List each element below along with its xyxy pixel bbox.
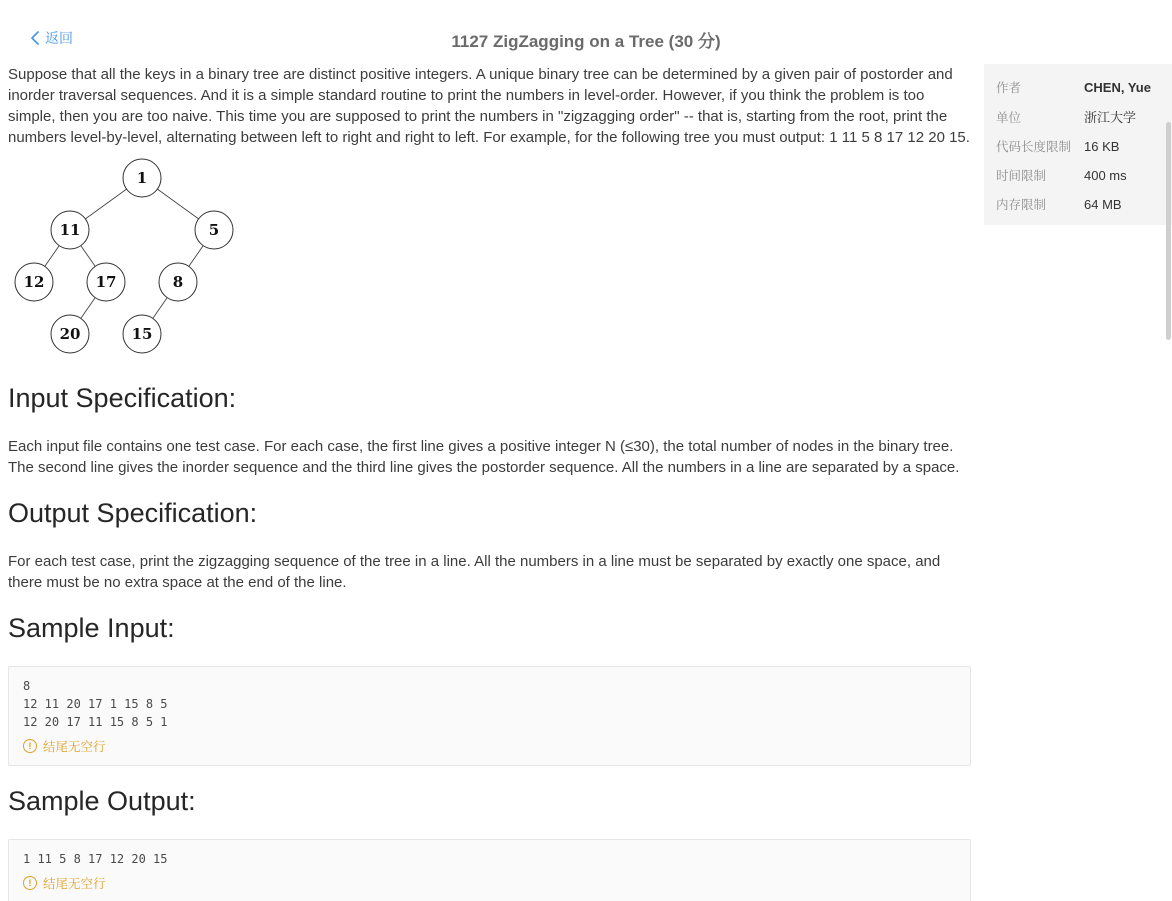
- meta-row-organization: [996, 107, 1160, 126]
- no-trailing-newline-note: [23, 737, 956, 755]
- tree-node-circles: [15, 159, 233, 353]
- input-spec-text: Each input file contains one test case. For each case, the first line gives a positive integer N (≤30), the total number of nodes in the binary tree. The second line gives the inorder sequence and the third line gives the postorder sequence. All the numbers in a line are separated by a space.: [8, 438, 960, 476]
- meta-row-memory-limit: [996, 195, 1160, 213]
- sample-input-block: [8, 666, 971, 766]
- problem-content: [8, 64, 971, 901]
- meta-value: 16 KB: [1084, 139, 1120, 154]
- meta-value: 浙江大学: [1084, 110, 1137, 125]
- scrollbar-thumb[interactable]: [1166, 122, 1171, 340]
- code-line: 12 11 20 17 1 15 8 5: [23, 697, 168, 711]
- output-spec-heading: Output Specification:: [8, 498, 258, 528]
- meta-value: 64 MB: [1084, 197, 1122, 212]
- scrollbar-track[interactable]: [1165, 58, 1172, 901]
- tree-node-labels: [24, 169, 220, 343]
- page-header: [0, 0, 1172, 58]
- problem-meta-card: [984, 64, 1172, 225]
- tree-node-label: 20: [59, 325, 81, 343]
- no-trailing-newline-label: 结尾无空行: [43, 740, 106, 754]
- tree-node-label: 15: [131, 325, 153, 343]
- output-spec-text: For each test case, print the zigzagging sequence of the tree in a line. All the numbers in a line must be separated by exactly one space, and there must be no extra space at the end of the line.: [8, 553, 941, 591]
- meta-row-time-limit: [996, 166, 1160, 184]
- page-title: 1127 ZigZagging on a Tree (30 分): [451, 32, 721, 51]
- meta-row-code-size-limit: [996, 137, 1160, 155]
- meta-label: 单位: [996, 111, 1022, 125]
- meta-value: 400 ms: [1084, 168, 1127, 183]
- code-line: 8: [23, 679, 31, 693]
- tree-node-label: 8: [172, 273, 184, 291]
- no-trailing-newline-note: [23, 874, 956, 892]
- input-spec-heading: Input Specification:: [8, 383, 237, 413]
- meta-label: 代码长度限制: [996, 140, 1072, 154]
- sample-output-heading: Sample Output:: [8, 786, 196, 816]
- meta-value: CHEN, Yue: [1084, 80, 1151, 95]
- code-line: 12 20 17 11 15 8 5 1: [23, 715, 168, 729]
- no-trailing-newline-label: 结尾无空行: [43, 877, 106, 891]
- sample-output-block: [8, 839, 971, 901]
- problem-description: Suppose that all the keys in a binary tree are distinct positive integers. A unique binary tree can be determined by a given pair of postorder and inorder traversal sequences. And it is a simple standard routine to print the numbers in level-order. However, if you think the problem is too simple, then you are too naive. This time you are supposed to print the numbers in "zigzagging order" -- that is, starting from the root, print the numbers level-by-level, alternating between left to right and right to left. For example, for the following tree you must output: 1 11 5 8 17 12 20 15.: [8, 66, 970, 146]
- back-button-label: 返回: [45, 30, 73, 46]
- tree-node-label: 17: [95, 273, 117, 291]
- warning-circle-icon: !: [23, 876, 37, 890]
- meta-row-author: [996, 78, 1160, 96]
- meta-label: 时间限制: [996, 169, 1047, 183]
- code-line: 1 11 5 8 17 12 20 15: [23, 852, 168, 866]
- tree-node-label: 1: [136, 169, 148, 187]
- binary-tree-figure: [8, 158, 971, 363]
- tree-node-label: 12: [23, 273, 45, 291]
- meta-label: 内存限制: [996, 198, 1047, 212]
- sample-input-heading: Sample Input:: [8, 613, 175, 643]
- tree-edges: [34, 178, 214, 334]
- tree-node-label: 5: [208, 221, 220, 239]
- meta-label: 作者: [996, 81, 1022, 95]
- warning-circle-icon: !: [23, 739, 37, 753]
- tree-node-label: 11: [59, 221, 81, 239]
